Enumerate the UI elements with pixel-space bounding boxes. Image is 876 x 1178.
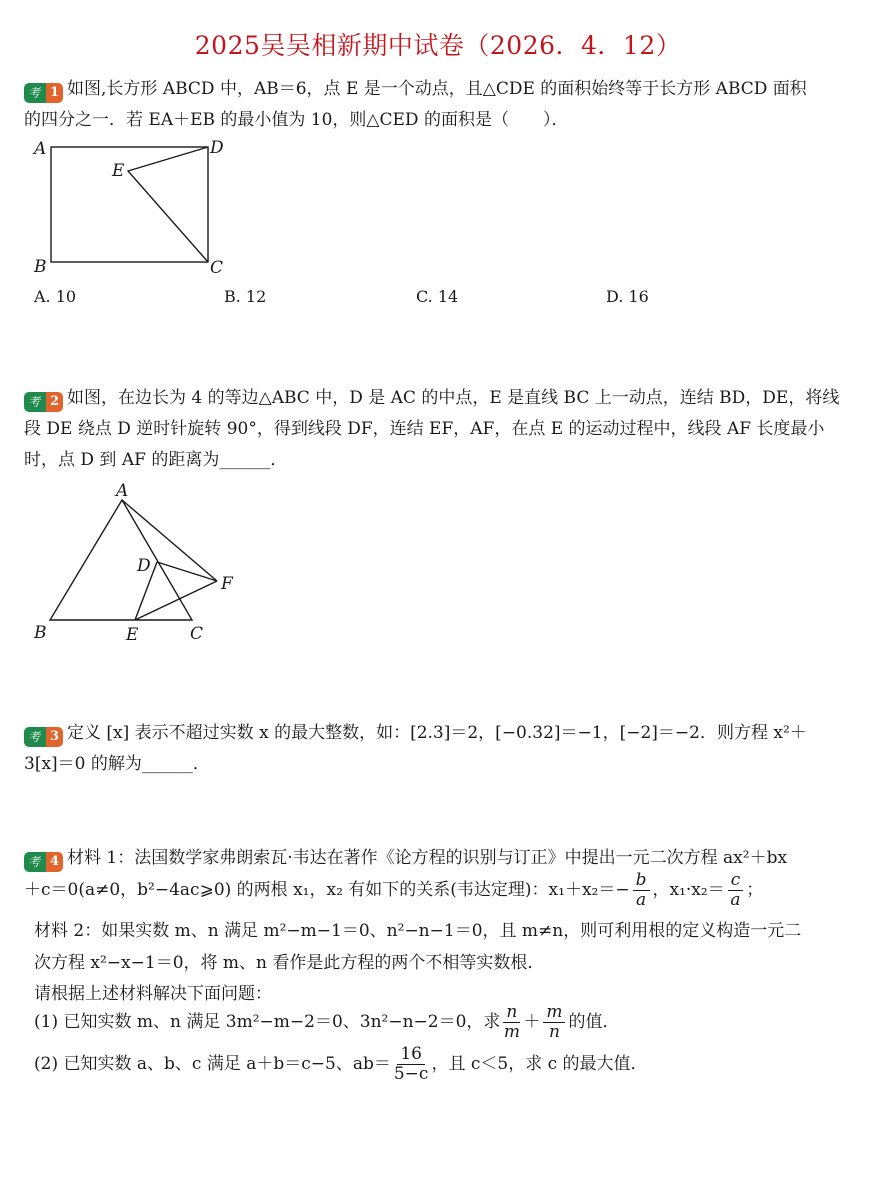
q4-line2-part-b: ，x₁·x₂＝: [652, 880, 725, 900]
badge-number: 2: [46, 392, 63, 412]
choice-a: A. 10: [34, 287, 77, 306]
badge-kao: 考: [24, 83, 46, 103]
fraction-denominator: a: [730, 890, 741, 910]
fraction-numerator: b: [633, 871, 650, 891]
plus-sign: ＋: [523, 1012, 541, 1032]
question-badge: [24, 83, 63, 103]
badge-kao: 考: [24, 852, 46, 872]
choice-d: D. 16: [606, 287, 649, 306]
label-f: F: [221, 574, 233, 594]
fraction-numerator: c: [728, 871, 744, 891]
label-d: D: [137, 556, 151, 576]
choice-b: B. 12: [224, 287, 267, 306]
label-c: C: [190, 624, 204, 644]
q4-material2-line2: 次方程 x²−x−1＝0，将 m、n 看作是此方程的两个不相等实数根．: [34, 953, 545, 973]
q4-line2-part-c: ；: [746, 880, 764, 900]
question-3: [24, 718, 844, 780]
q3-text-line2: 3[x]＝0 的解为______．: [24, 754, 210, 774]
triangle-abc: [50, 500, 192, 620]
badge-number: 1: [46, 83, 63, 103]
badge-kao: 考: [24, 727, 46, 747]
question-1: [24, 74, 844, 136]
badge-number: 4: [46, 852, 63, 872]
question-badge: [24, 852, 63, 872]
q4-material2-line1: 材料 2：如果实数 m、n 满足 m²−m−1＝0、n²−n−1＝0，且 m≠n，则可利用根的定义构造一元二: [34, 921, 802, 941]
fraction-denominator: a: [635, 890, 647, 910]
q4-part1: [34, 1003, 619, 1042]
triangle-ced-edges: [128, 147, 208, 262]
label-b: B: [34, 257, 47, 277]
q1-text-line2: 的四分之一．若 EA＋EB 的最小值为 10，则△CED 的面积是（ ）．: [24, 110, 569, 130]
q4-part2-text-b: ，且 c＜5，求 c 的最大值．: [431, 1054, 648, 1074]
fraction-n-over-m: [503, 1003, 520, 1042]
fraction-b-over-a: [633, 871, 650, 910]
q4-material1-line2: [24, 871, 763, 910]
q4-part2-text-a: (2) 已知实数 a、b、c 满足 a＋b＝c−5、ab＝: [34, 1054, 391, 1074]
fraction-numerator: n: [503, 1003, 520, 1023]
question-badge: [24, 392, 63, 412]
q1-text-line1: 如图,长方形 ABCD 中，AB＝6，点 E 是一个动点，且△CDE 的面积始终等于长方形 ABCD 面积: [67, 79, 807, 99]
q4-part2: [34, 1045, 648, 1084]
question-4: [24, 843, 844, 874]
fraction-numerator: 16: [397, 1045, 425, 1065]
q4-material1-line1: 材料 1：法国数学家弗朗索瓦·韦达在著作《论方程的识别与订正》中提出一元二次方程 ax²＋bx: [67, 848, 788, 868]
segment-df: [157, 562, 217, 581]
q2-text-line1: 如图，在边长为 4 的等边△ABC 中，D 是 AC 的中点，E 是直线 BC 上一动点，连结 BD，DE，将线: [67, 388, 840, 408]
fraction-denominator: n: [548, 1022, 560, 1042]
q1-figure-rectangle: [30, 134, 230, 284]
fraction-denominator: m: [503, 1022, 520, 1042]
badge-number: 3: [46, 727, 63, 747]
q2-text-line2: 段 DE 绕点 D 逆时针旋转 90°，得到线段 DF，连结 EF，AF，在点 E 的运动过程中，线段 AF 长度最小: [24, 419, 825, 439]
fraction-c-over-a: [728, 871, 744, 910]
badge-kao: 考: [24, 392, 46, 412]
question-2: [24, 383, 844, 476]
q4-line2-part-a: ＋c＝0(a≠0，b²−4ac⩾0) 的两根 x₁，x₂ 有如下的关系(韦达定理)：x₁＋x₂＝−: [24, 880, 630, 900]
fraction-denominator: 5−c: [393, 1064, 429, 1084]
fraction-16-over-5-minus-c: [394, 1045, 429, 1084]
fraction-m-over-n: [543, 1003, 565, 1042]
label-e: E: [126, 625, 139, 645]
label-a: A: [116, 481, 129, 501]
q4-prompt: 请根据上述材料解决下面问题：: [34, 984, 272, 1004]
q3-text-line1: 定义 [x] 表示不超过实数 x 的最大整数，如：[2.3]＝2，[−0.32]＝−1，[−2]＝−2．则方程 x²＋: [67, 723, 807, 743]
fraction-numerator: m: [543, 1003, 565, 1023]
label-b: B: [34, 623, 47, 643]
rectangle-abcd: [51, 147, 208, 262]
q2-text-line3: 时，点 D 到 AF 的距离为______．: [24, 450, 288, 470]
q2-figure-triangle: [30, 478, 250, 648]
label-a: A: [34, 139, 47, 159]
q4-part1-text-a: (1) 已知实数 m、n 满足 3m²−m−2＝0、3n²−n−2＝0，求: [34, 1012, 501, 1032]
q4-part1-text-b: 的值．: [568, 1012, 620, 1032]
question-badge: [24, 727, 63, 747]
label-d: D: [210, 138, 224, 158]
page-title: 2025吴吴相新期中试卷（2026．4．12）: [194, 31, 682, 60]
label-c: C: [210, 258, 224, 278]
choice-c: C. 14: [416, 287, 459, 306]
label-e: E: [112, 161, 125, 181]
